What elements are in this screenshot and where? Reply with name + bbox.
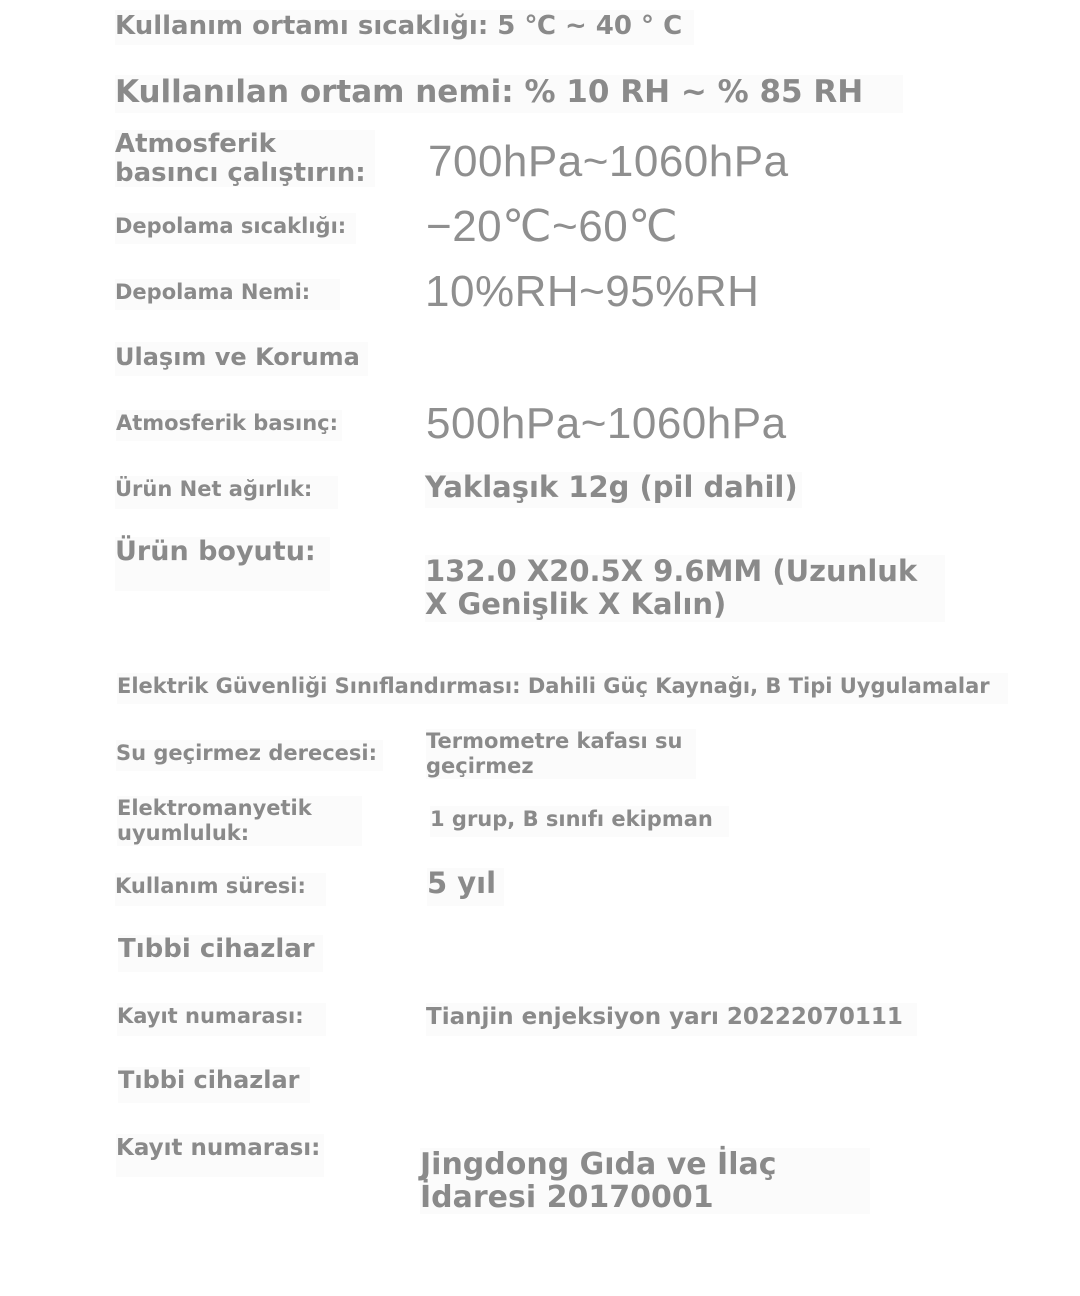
storage-humidity-value: 10%RH~95%RH — [425, 267, 760, 316]
storage-temperature-value: −20℃~60℃ — [426, 202, 679, 251]
registration-label: Kayıt numarası: — [117, 1003, 326, 1036]
transport-pressure-value: 500hPa~1060hPa — [426, 399, 787, 448]
storage-temperature-label: Depolama sıcaklığı: — [115, 213, 356, 244]
waterproof-label: Su geçirmez derecesi: — [116, 740, 383, 771]
medical-device-heading: Tıbbi cihazlar — [118, 935, 323, 972]
product-size-value: 132.0 X20.5X 9.6MM (Uzunluk X Genişlik X Kalın) — [425, 555, 945, 622]
electrical-safety: Elektrik Güvenliği Sınıflandırması: Dahili Güç Kaynağı, B Tipi Uygulamalar — [117, 673, 1008, 704]
net-weight-value: Yaklaşık 12g (pil dahil) — [425, 472, 802, 508]
emc-value: 1 grup, B sınıfı ekipman — [430, 806, 729, 837]
operating-pressure-label: Atmosferik basıncı çalıştırın: — [115, 130, 375, 187]
operating-humidity: Kullanılan ortam nemi: % 10 RH ~ % 85 RH — [115, 75, 903, 113]
emc-label: Elektromanyetik uyumluluk: — [117, 796, 362, 846]
service-life-value: 5 yıl — [427, 868, 504, 906]
transport-heading: Ulaşım ve Koruma — [115, 342, 368, 376]
product-size-label: Ürün boyutu: — [115, 537, 330, 591]
service-life-label: Kullanım süresi: — [115, 873, 326, 906]
registration-label-2: Kayıt numarası: — [116, 1134, 324, 1177]
waterproof-value: Termometre kafası su geçirmez — [426, 729, 696, 779]
operating-temperature: Kullanım ortamı sıcaklığı: 5 ℃ ~ 40 ° C — [115, 10, 694, 45]
registration-value-2: Jingdong Gıda ve İlaç İdaresi 20170001 — [420, 1148, 870, 1214]
medical-device-heading-2: Tıbbi cihazlar — [118, 1067, 310, 1103]
storage-humidity-label: Depolama Nemi: — [115, 279, 340, 310]
transport-pressure-label: Atmosferik basınç: — [116, 410, 342, 441]
registration-value: Tianjin enjeksiyon yarı 20222070111 — [426, 1003, 917, 1036]
operating-pressure-value: 700hPa~1060hPa — [428, 137, 789, 186]
net-weight-label: Ürün Net ağırlık: — [115, 476, 338, 509]
